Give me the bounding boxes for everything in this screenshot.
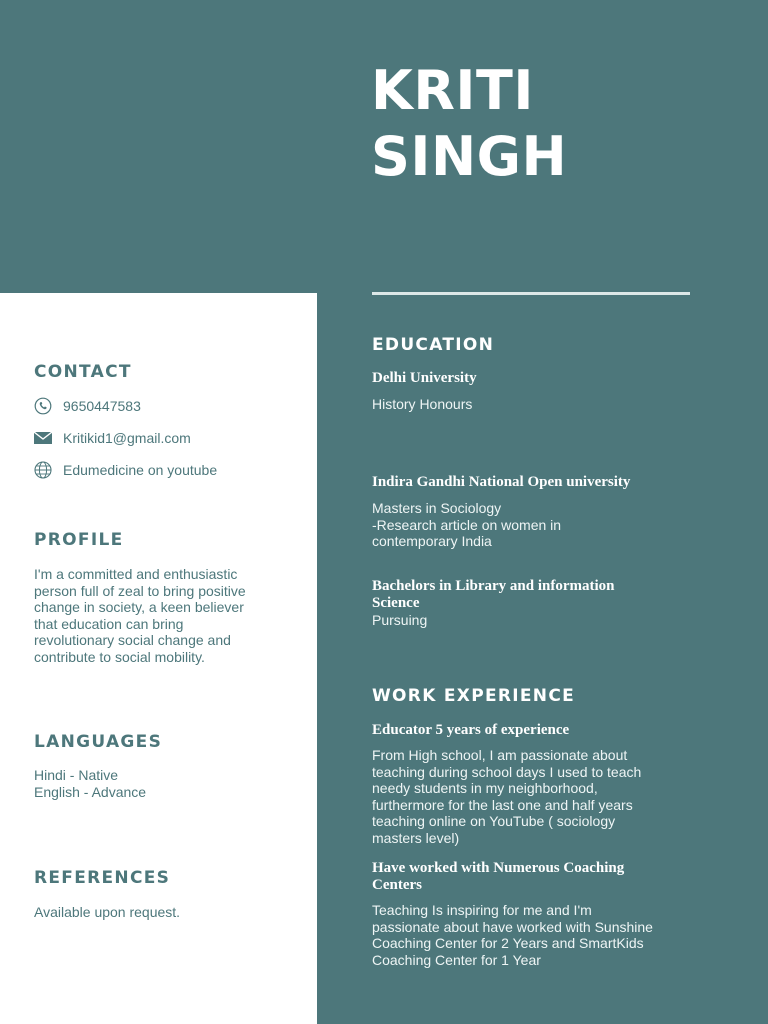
profile-line: I'm a committed and enthusiastic xyxy=(34,566,238,582)
profile-title: PROFILE xyxy=(34,530,124,550)
profile-line: that education can bring xyxy=(34,615,184,632)
contact-title: CONTACT xyxy=(34,362,132,382)
profile-line: contribute to social mobility. xyxy=(34,648,205,665)
contact-email xyxy=(34,428,191,448)
work-experience-title: WORK EXPERIENCE xyxy=(372,686,576,706)
contact-phone xyxy=(34,396,141,416)
work-details: From High school, I am passionate about teaching during school days I used to teach needy students in my neighborhood, furthermore for the last one and half years teaching online on YouTube ( sociology masters level) xyxy=(372,747,642,846)
education-details: Masters in Sociology -Research article on women in contemporary India xyxy=(372,500,562,549)
languages-title: LANGUAGES xyxy=(34,732,163,752)
phone-number[interactable]: 9650447583 xyxy=(63,398,141,414)
references-title: REFERENCES xyxy=(34,868,171,888)
contact-website xyxy=(34,460,217,480)
candidate-name xyxy=(371,58,567,190)
phone-icon xyxy=(34,397,52,415)
email-address[interactable]: Kritikid1@gmail.com xyxy=(63,430,191,446)
header-divider xyxy=(372,292,690,295)
work-role: Educator 5 years of experience xyxy=(372,722,570,738)
references-text: Available upon request. xyxy=(34,904,181,920)
profile-line: person full of zeal to bring positive xyxy=(34,582,246,599)
education-institution: Delhi University xyxy=(372,370,477,386)
education-details: Pursuing xyxy=(372,612,428,628)
education-title: EDUCATION xyxy=(372,335,495,355)
profile-text xyxy=(34,566,246,665)
education-details: History Honours xyxy=(372,396,473,412)
profile-line: revolutionary social change and xyxy=(34,632,231,648)
language-item: English - Advance xyxy=(34,783,147,800)
work-details: Teaching Is inspiring for me and I'm passionate about have worked with Sunshine Coaching Center for 2 Years and SmartKids Coaching Center for 1 Year xyxy=(372,902,653,968)
work-role: Have worked with Numerous Coaching Centers xyxy=(372,860,625,893)
language-item: Hindi - Native xyxy=(34,767,119,783)
mail-icon xyxy=(34,429,52,447)
globe-icon xyxy=(34,461,52,479)
last-name: SINGH xyxy=(371,125,568,188)
website-link[interactable]: Edumedicine on youtube xyxy=(63,462,218,478)
first-name: KRITI xyxy=(371,59,534,122)
languages-list xyxy=(34,767,146,800)
education-institution: Bachelors in Library and information Science xyxy=(372,578,615,611)
profile-line: change in society, a keen believer xyxy=(34,599,244,615)
education-institution: Indira Gandhi National Open university xyxy=(372,474,631,490)
